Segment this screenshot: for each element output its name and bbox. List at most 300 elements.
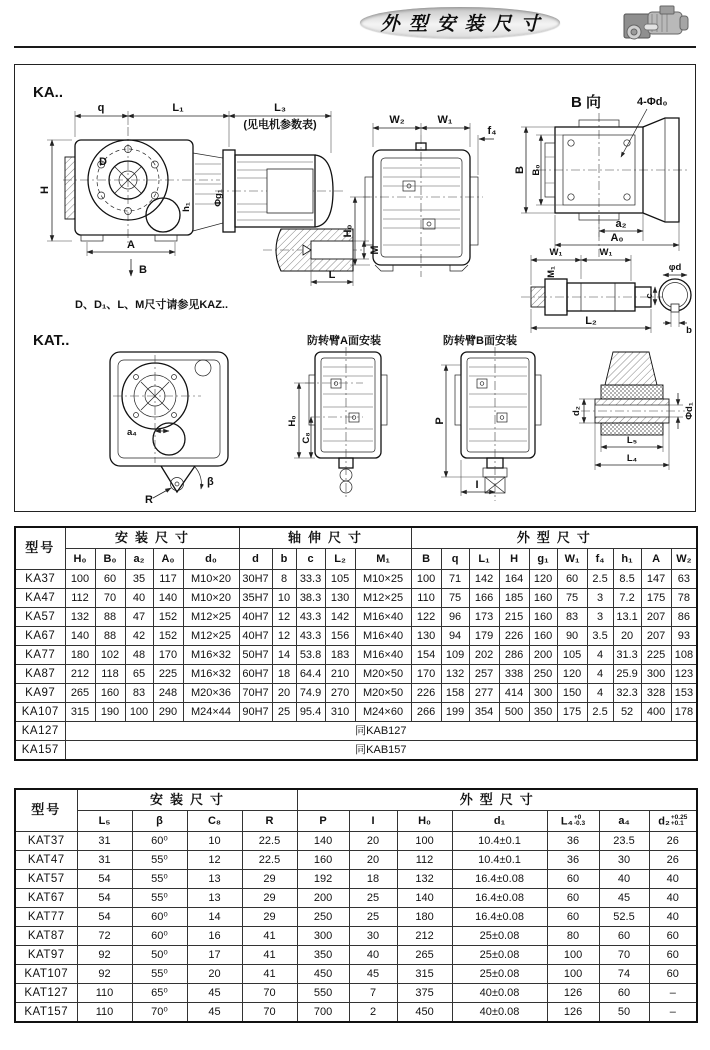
value-cell: 3 xyxy=(587,608,613,627)
col-header: f₄ xyxy=(587,549,613,570)
torque-arm-a-view xyxy=(287,333,387,497)
value-cell: 80 xyxy=(547,927,599,946)
table-row xyxy=(15,851,697,870)
dim-b: b xyxy=(686,325,692,336)
value-cell: 118 xyxy=(95,665,125,684)
dim-W1-b: W₁ xyxy=(599,247,613,258)
value-cell: 64.4 xyxy=(296,665,325,684)
table-row xyxy=(15,741,697,761)
value-cell: 183 xyxy=(325,646,355,665)
value-cell: 277 xyxy=(469,684,499,703)
col-header: a₄ xyxy=(599,811,649,832)
model-cell: KAT37 xyxy=(15,832,77,851)
dim-D: D xyxy=(99,156,107,168)
model-cell: KA157 xyxy=(15,741,65,761)
value-cell: M16×32 xyxy=(183,646,239,665)
value-cell: 286 xyxy=(499,646,529,665)
value-cell: 110 xyxy=(411,589,441,608)
value-cell: 112 xyxy=(65,589,95,608)
dim-L3: L₃ xyxy=(274,102,286,114)
value-cell: 54 xyxy=(77,889,132,908)
dim-H0-arm: H₀ xyxy=(287,415,298,427)
col-header: d₀ xyxy=(183,549,239,570)
col-header: g₁ xyxy=(529,549,557,570)
value-cell: 164 xyxy=(499,570,529,589)
value-cell: 400 xyxy=(641,703,671,722)
value-cell: 160 xyxy=(95,684,125,703)
dim-H0: H₀ xyxy=(342,224,354,238)
col-header: I xyxy=(349,811,397,832)
value-cell: 166 xyxy=(469,589,499,608)
output-shaft-view xyxy=(521,247,663,333)
value-cell: 199 xyxy=(441,703,469,722)
value-cell: M16×40 xyxy=(355,627,411,646)
table-row xyxy=(15,570,697,589)
value-cell: 132 xyxy=(397,870,452,889)
table-row xyxy=(15,627,697,646)
model-cell: KAT67 xyxy=(15,889,77,908)
value-cell: 105 xyxy=(325,570,355,589)
model-cell: KA97 xyxy=(15,684,65,703)
dim-W2: W₂ xyxy=(389,114,405,126)
value-cell: M24×60 xyxy=(355,703,411,722)
dim-d2: d₂ xyxy=(571,405,582,417)
kat-table-body xyxy=(15,832,697,1023)
value-cell: 31 xyxy=(77,851,132,870)
value-cell: 88 xyxy=(95,627,125,646)
value-cell: 36 xyxy=(547,851,599,870)
dim-L4: L₄ xyxy=(626,453,638,464)
value-cell: 3.5 xyxy=(587,627,613,646)
value-cell: 40±0.08 xyxy=(452,984,547,1003)
value-cell: 26 xyxy=(649,851,697,870)
value-cell: 83 xyxy=(557,608,587,627)
value-cell: 7 xyxy=(349,984,397,1003)
model-cell: KAT97 xyxy=(15,946,77,965)
value-cell: 10 xyxy=(187,832,242,851)
value-cell: 60⁰ xyxy=(132,908,187,927)
dim-h1: h₁ xyxy=(181,202,192,212)
dim-A: A xyxy=(127,239,135,251)
value-cell: 60 xyxy=(599,927,649,946)
value-cell: 25 xyxy=(272,703,296,722)
value-cell: 2.5 xyxy=(587,703,613,722)
value-cell: M16×40 xyxy=(355,608,411,627)
value-cell: 45 xyxy=(187,984,242,1003)
value-cell: 41 xyxy=(242,965,297,984)
value-cell: 54 xyxy=(77,908,132,927)
value-cell: 140 xyxy=(397,889,452,908)
value-cell: 88 xyxy=(95,608,125,627)
value-cell: 74 xyxy=(599,965,649,984)
col-header: L₂ xyxy=(325,549,355,570)
value-cell: 30 xyxy=(349,927,397,946)
value-cell: 100 xyxy=(411,570,441,589)
model-cell: KA37 xyxy=(15,570,65,589)
value-cell: 290 xyxy=(153,703,183,722)
value-cell: 190 xyxy=(95,703,125,722)
dim-B: B xyxy=(139,264,147,276)
value-cell: M12×25 xyxy=(183,627,239,646)
value-cell: 153 xyxy=(671,684,697,703)
value-cell: 60 xyxy=(547,889,599,908)
value-cell: 300 xyxy=(297,927,349,946)
value-cell: 33.3 xyxy=(296,570,325,589)
value-cell: 20 xyxy=(187,965,242,984)
value-cell: 40 xyxy=(349,946,397,965)
value-cell: 132 xyxy=(65,608,95,627)
value-cell: 207 xyxy=(641,608,671,627)
value-cell: 14 xyxy=(272,646,296,665)
model-cell: KA47 xyxy=(15,589,65,608)
model-cell: KAT47 xyxy=(15,851,77,870)
value-cell: 350 xyxy=(529,703,557,722)
value-cell: 32.3 xyxy=(613,684,641,703)
value-cell: 26 xyxy=(649,832,697,851)
dim-M1: M₁ xyxy=(546,266,557,278)
dim-a2: a₂ xyxy=(615,218,627,230)
value-cell: 450 xyxy=(397,1003,452,1023)
value-cell: 93 xyxy=(671,627,697,646)
dim-I: I xyxy=(475,479,479,491)
table-row xyxy=(15,589,697,608)
merged-reference-cell: 同KAB127 xyxy=(65,722,697,741)
ka-series-label: KA.. xyxy=(33,84,63,101)
value-cell: 50⁰ xyxy=(132,946,187,965)
value-cell: 48 xyxy=(125,646,153,665)
table-row xyxy=(15,684,697,703)
value-cell: 25±0.08 xyxy=(452,927,547,946)
value-cell: 30H7 xyxy=(239,570,272,589)
value-cell: 117 xyxy=(153,570,183,589)
value-cell: 10.4±0.1 xyxy=(452,851,547,870)
value-cell: 110 xyxy=(77,1003,132,1023)
value-cell: 40 xyxy=(649,889,697,908)
table-row xyxy=(15,889,697,908)
value-cell: 22.5 xyxy=(242,832,297,851)
value-cell: 40 xyxy=(125,589,153,608)
shaft-end-detail xyxy=(263,229,381,286)
value-cell: 152 xyxy=(153,608,183,627)
value-cell: 108 xyxy=(671,646,697,665)
torque-arm-b-view xyxy=(434,333,541,501)
value-cell: 52 xyxy=(613,703,641,722)
col-header: H₀ xyxy=(65,549,95,570)
dim-q: q xyxy=(97,102,105,114)
value-cell: 175 xyxy=(641,589,671,608)
value-cell: 414 xyxy=(499,684,529,703)
value-cell: 83 xyxy=(125,684,153,703)
col-header: L₁ xyxy=(469,549,499,570)
col-header: b xyxy=(272,549,296,570)
b-direction-view xyxy=(514,93,689,257)
group-header-outline: 外型尺寸 xyxy=(297,789,697,811)
col-header: L₅ xyxy=(77,811,132,832)
col-header-d2 xyxy=(649,811,697,832)
value-cell: 200 xyxy=(529,646,557,665)
dim-B0: B₀ xyxy=(531,164,542,176)
col-header-l4 xyxy=(547,811,599,832)
value-cell: 4 xyxy=(587,684,613,703)
value-cell: 74.9 xyxy=(296,684,325,703)
value-cell: 20 xyxy=(349,832,397,851)
value-cell: 700 xyxy=(297,1003,349,1023)
value-cell: 70 xyxy=(242,984,297,1003)
value-cell: 40 xyxy=(599,870,649,889)
value-cell: 75 xyxy=(441,589,469,608)
col-header: d xyxy=(239,549,272,570)
value-cell: 100 xyxy=(65,570,95,589)
value-cell: 265 xyxy=(65,684,95,703)
dim-L: L xyxy=(328,269,336,281)
value-cell: 22.5 xyxy=(242,851,297,870)
value-cell: 55⁰ xyxy=(132,889,187,908)
value-cell: 60H7 xyxy=(239,665,272,684)
value-cell: 63 xyxy=(671,570,697,589)
tolerance-lower: +0.1 xyxy=(670,820,684,827)
group-header-row xyxy=(15,789,697,811)
dim-H: H xyxy=(39,186,51,194)
value-cell: 25 xyxy=(349,889,397,908)
col-header: d₁ xyxy=(452,811,547,832)
model-cell: KA67 xyxy=(15,627,65,646)
value-cell: 122 xyxy=(411,608,441,627)
value-cell: 42 xyxy=(125,627,153,646)
table-row xyxy=(15,984,697,1003)
value-cell: 130 xyxy=(411,627,441,646)
value-cell: 18 xyxy=(272,665,296,684)
dim-B-view: B xyxy=(514,166,526,174)
bolt-callout: 4-Φd₀ xyxy=(637,96,668,108)
value-cell: 60 xyxy=(649,927,697,946)
value-cell: 112 xyxy=(397,851,452,870)
value-cell: 70 xyxy=(599,946,649,965)
value-cell: 132 xyxy=(441,665,469,684)
page-header xyxy=(14,0,696,48)
col-header-row xyxy=(15,811,697,832)
group-header-install: 安装尺寸 xyxy=(77,789,297,811)
l4-symbol: L₄ xyxy=(560,814,573,827)
value-cell: 105 xyxy=(557,646,587,665)
tolerance-upper: +0.25 xyxy=(670,813,688,821)
value-cell: 96 xyxy=(441,608,469,627)
value-cell: 160 xyxy=(297,851,349,870)
value-cell: 140 xyxy=(297,832,349,851)
value-cell: 100 xyxy=(547,965,599,984)
value-cell: 43.3 xyxy=(296,627,325,646)
value-cell: 147 xyxy=(641,570,671,589)
value-cell: 142 xyxy=(469,570,499,589)
dimension-drawing-panel xyxy=(14,64,696,512)
value-cell: – xyxy=(649,984,697,1003)
value-cell: 65 xyxy=(125,665,153,684)
value-cell: M20×50 xyxy=(355,684,411,703)
value-cell: 100 xyxy=(547,946,599,965)
dim-c: c xyxy=(644,293,655,299)
value-cell: 72 xyxy=(77,927,132,946)
value-cell: 75 xyxy=(557,589,587,608)
value-cell: M24×44 xyxy=(183,703,239,722)
value-cell: 45 xyxy=(599,889,649,908)
value-cell: 20 xyxy=(272,684,296,703)
value-cell: 31.3 xyxy=(613,646,641,665)
b-view-label: B 向 xyxy=(571,94,602,111)
value-cell: M16×32 xyxy=(183,665,239,684)
dim-A0: A₀ xyxy=(610,232,624,244)
value-cell: 55⁰ xyxy=(132,851,187,870)
value-cell: 29 xyxy=(242,889,297,908)
value-cell: 300 xyxy=(529,684,557,703)
value-cell: 180 xyxy=(397,908,452,927)
value-cell: 29 xyxy=(242,908,297,927)
value-cell: 152 xyxy=(153,627,183,646)
ka-table-body xyxy=(15,570,697,722)
value-cell: 350 xyxy=(297,946,349,965)
model-cell: KAT87 xyxy=(15,927,77,946)
value-cell: 156 xyxy=(325,627,355,646)
value-cell: M10×20 xyxy=(183,570,239,589)
value-cell: M10×25 xyxy=(355,570,411,589)
value-cell: M20×36 xyxy=(183,684,239,703)
value-cell: 41 xyxy=(242,927,297,946)
value-cell: 2 xyxy=(349,1003,397,1023)
value-cell: 130 xyxy=(325,589,355,608)
value-cell: 20 xyxy=(349,851,397,870)
value-cell: 54 xyxy=(77,870,132,889)
col-header: H₀ xyxy=(397,811,452,832)
tolerance-upper: +0 xyxy=(573,813,582,821)
value-cell: 120 xyxy=(557,665,587,684)
table-row xyxy=(15,927,697,946)
value-cell: 90 xyxy=(557,627,587,646)
value-cell: 60 xyxy=(557,570,587,589)
group-header-shaft: 轴伸尺寸 xyxy=(239,527,411,549)
dim-beta: β xyxy=(207,476,214,488)
value-cell: 50 xyxy=(599,1003,649,1023)
value-cell: 60 xyxy=(599,984,649,1003)
col-header: q xyxy=(441,549,469,570)
value-cell: 175 xyxy=(557,703,587,722)
col-header: H xyxy=(499,549,529,570)
value-cell: 500 xyxy=(499,703,529,722)
value-cell: M20×50 xyxy=(355,665,411,684)
value-cell: 13 xyxy=(187,889,242,908)
value-cell: 215 xyxy=(499,608,529,627)
page-title: 外型安装尺寸 xyxy=(380,14,549,35)
dim-P: P xyxy=(434,417,446,425)
arm-b-label: 防转臂B面安装 xyxy=(443,335,517,347)
value-cell: 170 xyxy=(153,646,183,665)
value-cell: 40 xyxy=(649,870,697,889)
table-row xyxy=(15,722,697,741)
value-cell: 23.5 xyxy=(599,832,649,851)
value-cell: 212 xyxy=(65,665,95,684)
table-row xyxy=(15,946,697,965)
value-cell: 315 xyxy=(397,965,452,984)
group-header-row xyxy=(15,527,697,549)
value-cell: 60 xyxy=(547,908,599,927)
value-cell: 35 xyxy=(125,570,153,589)
value-cell: 180 xyxy=(65,646,95,665)
value-cell: 160 xyxy=(529,627,557,646)
value-cell: 375 xyxy=(397,984,452,1003)
value-cell: 12 xyxy=(272,608,296,627)
ka-dimension-table xyxy=(14,526,698,761)
value-cell: 13.1 xyxy=(613,608,641,627)
dim-a4: a₄ xyxy=(127,427,137,438)
value-cell: 100 xyxy=(397,832,452,851)
value-cell: 142 xyxy=(325,608,355,627)
col-header: C₈ xyxy=(187,811,242,832)
table-row xyxy=(15,608,697,627)
value-cell: 120 xyxy=(529,570,557,589)
value-cell: 29 xyxy=(242,870,297,889)
value-cell: 328 xyxy=(641,684,671,703)
value-cell: 450 xyxy=(297,965,349,984)
value-cell: 270 xyxy=(325,684,355,703)
dim-L5: L₅ xyxy=(626,435,638,446)
value-cell: 60 xyxy=(95,570,125,589)
value-cell: 173 xyxy=(469,608,499,627)
value-cell: 102 xyxy=(95,646,125,665)
value-cell: 31 xyxy=(77,832,132,851)
value-cell: 354 xyxy=(469,703,499,722)
value-cell: 92 xyxy=(77,946,132,965)
value-cell: 200 xyxy=(297,889,349,908)
dim-R: R xyxy=(145,494,153,506)
table-row xyxy=(15,965,697,984)
value-cell: 126 xyxy=(547,1003,599,1023)
col-header-row xyxy=(15,549,697,570)
gearmotor-photo xyxy=(620,2,694,44)
value-cell: 110 xyxy=(77,984,132,1003)
motor-note: (见电机参数表) xyxy=(243,119,317,131)
value-cell: 7.2 xyxy=(613,589,641,608)
kat-front-view xyxy=(110,352,228,506)
value-cell: 265 xyxy=(397,946,452,965)
value-cell: 4 xyxy=(587,665,613,684)
value-cell: 45 xyxy=(349,965,397,984)
value-cell: 40 xyxy=(649,908,697,927)
value-cell: 250 xyxy=(529,665,557,684)
value-cell: 38.3 xyxy=(296,589,325,608)
col-header: c xyxy=(296,549,325,570)
kat-dimension-table xyxy=(14,788,698,1023)
value-cell: 40±0.08 xyxy=(452,1003,547,1023)
col-header: M₁ xyxy=(355,549,411,570)
dim-L2: L₂ xyxy=(585,315,597,327)
value-cell: 226 xyxy=(411,684,441,703)
ka-table-body-merged xyxy=(15,722,697,761)
value-cell: 100 xyxy=(125,703,153,722)
value-cell: 52.5 xyxy=(599,908,649,927)
value-cell: 65⁰ xyxy=(132,984,187,1003)
model-cell: KA107 xyxy=(15,703,65,722)
value-cell: 20 xyxy=(613,627,641,646)
table-row xyxy=(15,832,697,851)
value-cell: 17 xyxy=(187,946,242,965)
value-cell: 30 xyxy=(599,851,649,870)
value-cell: 70⁰ xyxy=(132,1003,187,1023)
value-cell: 185 xyxy=(499,589,529,608)
value-cell: 160 xyxy=(529,608,557,627)
dim-W1: W₁ xyxy=(437,114,453,126)
col-header: β xyxy=(132,811,187,832)
value-cell: 160 xyxy=(529,589,557,608)
value-cell: 225 xyxy=(153,665,183,684)
value-cell: 550 xyxy=(297,984,349,1003)
value-cell: 13 xyxy=(187,870,242,889)
